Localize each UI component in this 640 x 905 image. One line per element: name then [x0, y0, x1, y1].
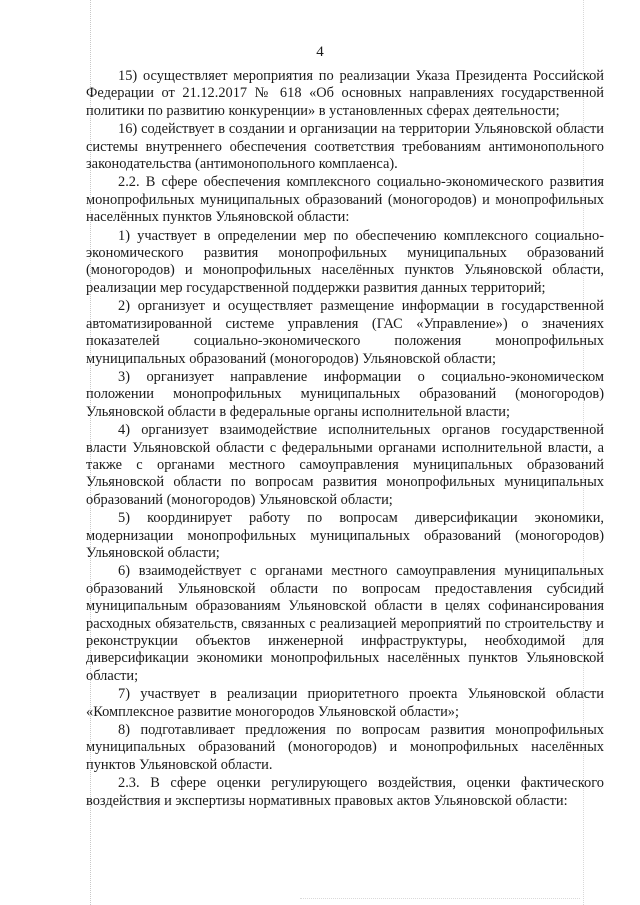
- page-number: 4: [316, 44, 324, 60]
- paragraph: 1) участвует в определении мер по обеспечению комплексного социально-экономического развития монопрофильных муниципальных образований (моногородов) и монопрофильных населённых пунктов Ульяновской области, реализации мер государственной поддержки развития данных территорий;: [86, 227, 604, 296]
- paragraph: 2.3. В сфере оценки регулирующего воздействия, оценки фактического воздействия и экспертизы нормативных правовых актов Ульяновской области:: [86, 775, 604, 809]
- scan-artifact-bottom: [300, 898, 580, 899]
- paragraph: 7) участвует в реализации приоритетного проекта Ульяновской области «Комплексное развитие моногородов Ульяновской области»;: [86, 686, 604, 720]
- paragraph: 6) взаимодействует с органами местного самоуправления муниципальных образований Ульяновской области по вопросам предоставления субсидий муниципальным образованиям Ульяновской области в целях софинансирования расходных обязательств, связанных с реализацией мероприятий по строительству и реконструкции объектов инженерной инфраструктуры, необходимой для диверсификации экономики монопрофильных населённых пунктов Ульяновской области;: [86, 563, 604, 684]
- paragraph: 4) организует взаимодействие исполнительных органов государственной власти Ульяновской области с федеральными органами исполнительной власти, а также с органами местного самоуправления муниципальных образований Ульяновской области по вопросам развития монопрофильных муниципальных образований (моногородов) Ульяновской области;: [86, 422, 604, 508]
- paragraph: 2) организует и осуществляет размещение информации в государственной автоматизированной системе управления (ГАС «Управление») о значениях показателей социально-экономического положения монопрофильных муниципальных образований (моногородов) Ульяновской области;: [86, 298, 604, 367]
- paragraph: 3) организует направление информации о социально-экономическом положении монопрофильных муниципальных образований (моногородов) Ульяновской области в федеральные органы исполнительной власти;: [86, 368, 604, 420]
- paragraph: 5) координирует работу по вопросам диверсификации экономики, модернизации монопрофильных муниципальных образований (моногородов) Ульяновской области;: [86, 510, 604, 561]
- paragraph: 2.2. В сфере обеспечения комплексного социально-экономического развития монопрофильных муниципальных образований (моногородов) и монопрофильных населённых пунктов Ульяновской области:: [86, 174, 604, 226]
- paragraph: 16) содействует в создании и организации на территории Ульяновской области системы внутреннего обеспечения соответствия требованиям антимонопольного законодательства (антимонопольного комплаенса).: [86, 121, 604, 173]
- paragraph: 8) подготавливает предложения по вопросам развития монопрофильных муниципальных образований (моногородов) и монопрофильных населённых пунктов Ульяновской области.: [86, 722, 604, 773]
- paragraph: 15) осуществляет мероприятия по реализации Указа Президента Российской Федерации от 21.12.2017 № 618 «Об основных направлениях государственной политики по развитию конкуренции» в установленных сферах деятельности;: [86, 68, 604, 119]
- document-body: [86, 68, 604, 810]
